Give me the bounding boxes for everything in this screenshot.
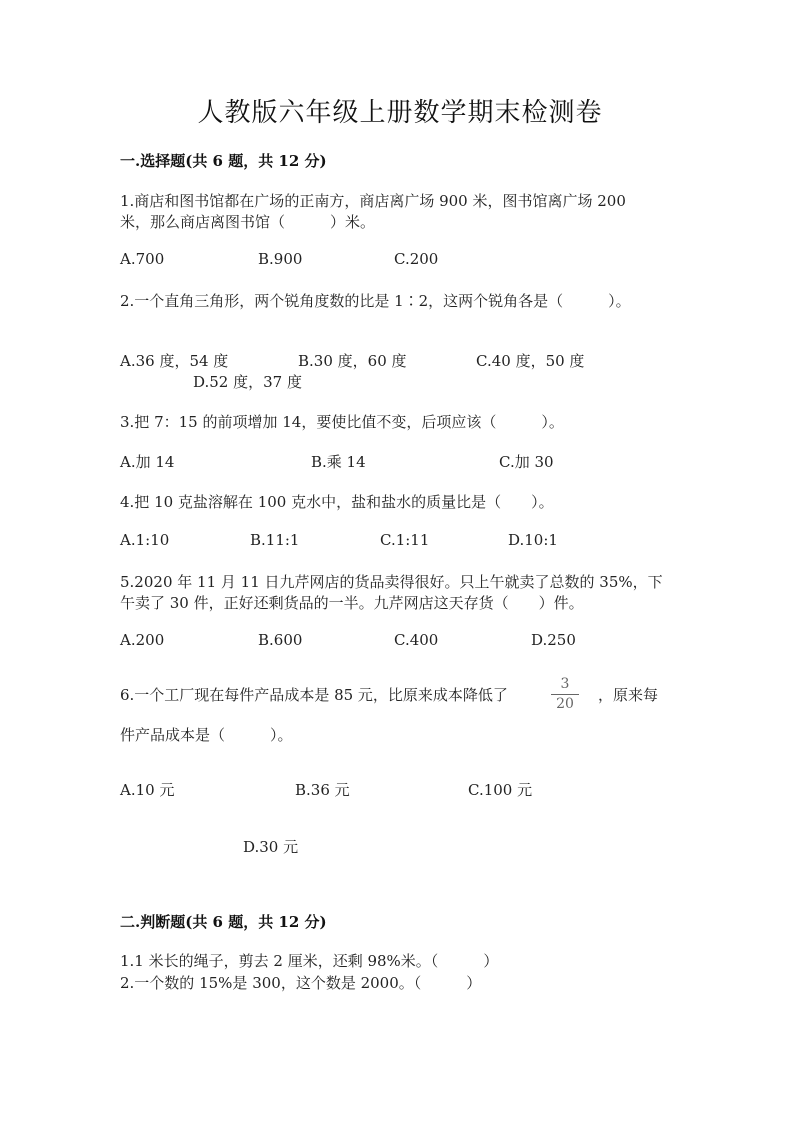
question-4-option-d[interactable]: D.10:1 — [508, 531, 558, 549]
question-2-option-b[interactable]: B.30 度，60 度 — [298, 352, 407, 370]
question-6-text-cont: 件产品成本是（ ）。 — [120, 726, 293, 744]
question-3-option-b[interactable]: B.乘 14 — [311, 453, 366, 471]
question-2-option-a[interactable]: A.36 度，54 度 — [120, 352, 229, 370]
question-4-option-b[interactable]: B.11:1 — [250, 531, 300, 549]
question-3-option-a[interactable]: A.加 14 — [120, 453, 175, 471]
question-5-option-b[interactable]: B.600 — [258, 631, 303, 649]
question-6-option-a[interactable]: A.10 元 — [120, 781, 175, 799]
fraction-bar — [551, 694, 579, 695]
question-1-option-a[interactable]: A.700 — [120, 250, 165, 268]
question-4-text: 4.把 10 克盐溶解在 100 克水中，盐和盐水的质量比是（ ）。 — [120, 493, 554, 511]
question-6-option-b[interactable]: B.36 元 — [295, 781, 350, 799]
question-2-text: 2.一个直角三角形，两个锐角度数的比是 1∶2，这两个锐角各是（ ）。 — [120, 292, 631, 310]
question-6-option-c[interactable]: C.100 元 — [468, 781, 533, 799]
question-4-option-a[interactable]: A.1:10 — [120, 531, 170, 549]
question-1-text-cont: 米，那么商店离图书馆（ ）米。 — [120, 213, 376, 231]
question-4-option-c[interactable]: C.1:11 — [380, 531, 430, 549]
judgement-1-text: 1.1 米长的绳子，剪去 2 厘米，还剩 98%米。（ ） — [120, 952, 499, 970]
question-3-option-c[interactable]: C.加 30 — [499, 453, 554, 471]
question-1-option-b[interactable]: B.900 — [258, 250, 303, 268]
fraction-denominator: 20 — [556, 696, 574, 712]
question-3-text: 3.把 7：15 的前项增加 14，要使比值不变，后项应该（ ）。 — [120, 413, 564, 431]
question-6-option-d[interactable]: D.30 元 — [243, 838, 299, 856]
section-heading-judgement: 二.判断题(共 6 题，共 12 分) — [120, 913, 327, 931]
page-title: 人教版六年级上册数学期末检测卷 — [197, 98, 603, 128]
question-5-option-c[interactable]: C.400 — [394, 631, 439, 649]
question-5-option-a[interactable]: A.200 — [120, 631, 165, 649]
fraction — [551, 676, 579, 713]
question-5-text: 5.2020 年 11 月 11 日九芹网店的货品卖得很好。只上午就卖了总数的 35%，下 — [120, 573, 663, 591]
question-1-option-c[interactable]: C.200 — [394, 250, 439, 268]
section-heading-choice: 一.选择题(共 6 题，共 12 分) — [120, 152, 327, 170]
question-2-option-d[interactable]: D.52 度，37 度 — [193, 373, 302, 391]
question-6-text: 6.一个工厂现在每件产品成本是 85 元，比原来成本降低了 — [120, 686, 508, 704]
fraction-numerator: 3 — [560, 676, 570, 692]
question-5-option-d[interactable]: D.250 — [531, 631, 576, 649]
question-5-text-cont: 午卖了 30 件，正好还剩货品的一半。九芹网店这天存货（ ）件。 — [120, 594, 584, 612]
question-6-text-tail: ，原来每 — [598, 686, 659, 704]
question-2-option-c[interactable]: C.40 度，50 度 — [476, 352, 585, 370]
judgement-2-text: 2.一个数的 15%是 300，这个数是 2000。（ ） — [120, 974, 482, 992]
question-1-text: 1.商店和图书馆都在广场的正南方，商店离广场 900 米，图书馆离广场 200 — [120, 192, 626, 210]
